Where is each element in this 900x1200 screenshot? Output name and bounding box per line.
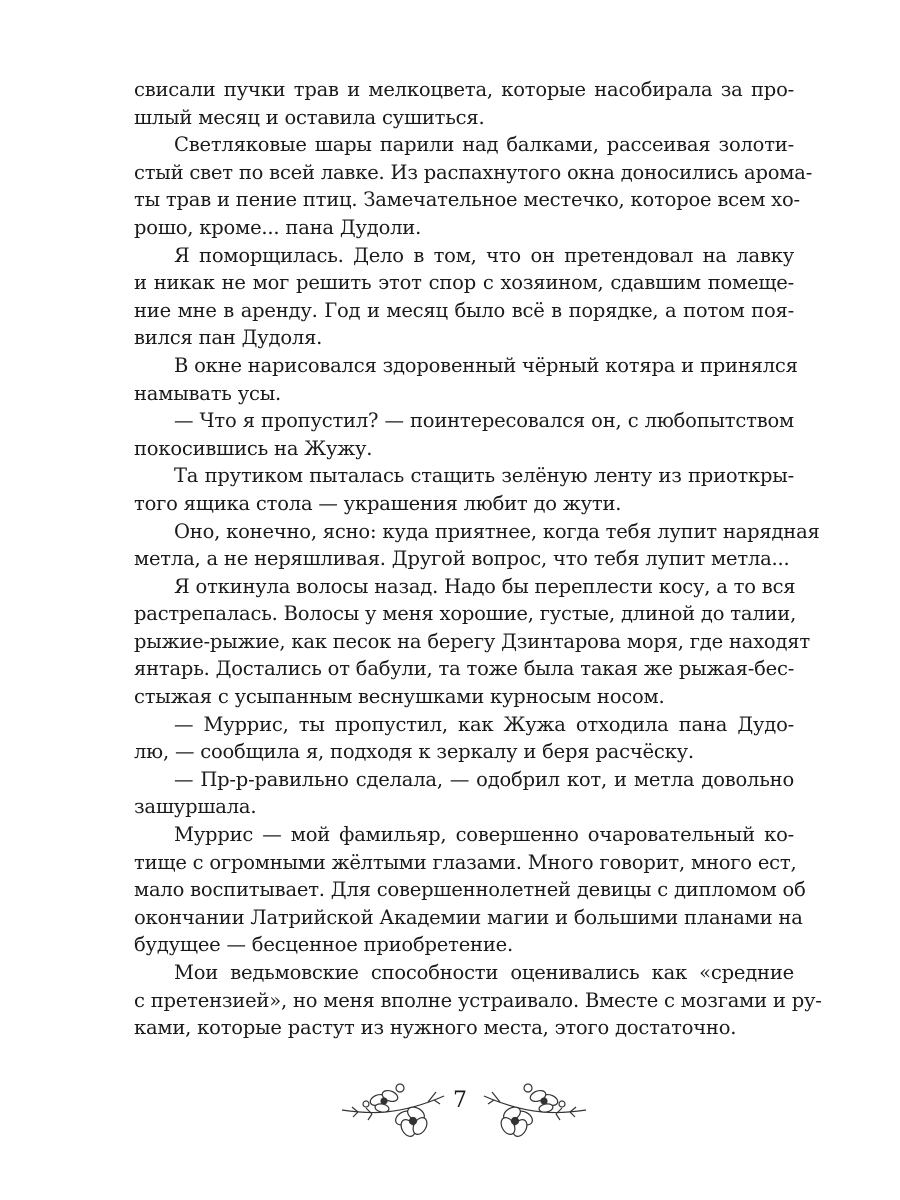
paragraph: [134, 131, 813, 241]
text-line: окончании Латрийской Академии магии и большими планами на: [134, 905, 803, 929]
text-line: и никак не мог решить этот спор с хозяином, сдавшим помеще-: [134, 271, 794, 295]
paragraph: [134, 352, 798, 407]
text-line: Я поморщилась. Дело в том, что он претендовал на лавку: [174, 243, 794, 267]
paragraph: [134, 242, 794, 352]
text-line: лю, — сообщила я, подходя к зеркалу и беря расчёску.: [134, 740, 694, 764]
text-line: растрепалась. Волосы у меня хорошие, густые, длиной до талии,: [134, 602, 797, 626]
paragraph: [134, 518, 820, 573]
page-number: 7: [453, 1088, 467, 1113]
paragraph: [134, 959, 822, 1042]
paragraph: [134, 711, 794, 766]
text-line: покосившись на Жужу.: [134, 436, 373, 460]
text-line: ты трав и пение птиц. Замечательное местечко, которое всем хо-: [134, 188, 800, 212]
text-line: с претензией», но меня вполне устраивало. Вместе с мозгами и ру-: [134, 988, 822, 1012]
text-line: метла, а не неряшливая. Другой вопрос, что тебя лупит метла...: [134, 547, 790, 571]
floral-branch-icon: [338, 1074, 448, 1142]
paragraph: [134, 76, 794, 131]
text-line: — Пр-р-равильно сделала, — одобрил кот, и метла довольно: [174, 767, 794, 791]
paragraph: [134, 462, 794, 517]
text-line: шлый месяц и оставила сушиться.: [134, 105, 485, 129]
text-line: того ящика стола — украшения любит до жути.: [134, 491, 622, 515]
text-line: ние мне в аренду. Год и месяц было всё в порядке, а потом поя-: [134, 298, 794, 322]
text-line: тище с огромными жёлтыми глазами. Много говорит, много ест,: [134, 850, 797, 874]
text-line: свисали пучки трав и мелкоцвета, которые насобирала за про-: [134, 78, 794, 101]
text-line: янтарь. Достались от бабули, та тоже была такая же рыжая-бес-: [134, 657, 795, 681]
text-line: В окне нарисовался здоровенный чёрный котяра и принялся: [174, 353, 798, 377]
text-line: Я откинула волосы назад. Надо бы переплести косу, а то вся: [174, 574, 796, 598]
text-line: рошо, кроме... пана Дудоли.: [134, 215, 422, 239]
floral-branch-icon: [480, 1074, 590, 1142]
paragraph: [134, 766, 794, 821]
text-line: Мои ведьмовские способности оценивались как «средние: [174, 961, 794, 984]
text-line: ками, которые растут из нужного места, этого достаточно.: [134, 1016, 737, 1040]
text-line: будущее — бесценное приобретение.: [134, 933, 513, 957]
text-line: зашуршала.: [134, 795, 257, 819]
text-line: Та прутиком пыталась стащить зелёную ленту из приоткры-: [174, 464, 794, 488]
text-line: — Муррис, ты пропустил, как Жужа отходила пана Дудо-: [174, 712, 794, 736]
text-line: рыжие-рыжие, как песок на берегу Дзинтарова моря, где находят: [134, 629, 810, 653]
paragraph: [134, 573, 810, 711]
body-text: [134, 76, 822, 1042]
paragraph: [134, 407, 794, 462]
page-footer: [0, 1074, 900, 1144]
text-line: стый свет по всей лавке. Из распахнутого окна доносились арома-: [134, 160, 813, 184]
text-line: Оно, конечно, ясно: куда приятнее, когда тебя лупит нарядная: [174, 519, 820, 543]
text-line: стыжая с усыпанным веснушками курносым носом.: [134, 685, 665, 709]
text-line: Муррис — мой фамильяр, совершенно очаровательный ко-: [174, 823, 794, 847]
text-line: вился пан Дудоля.: [134, 326, 323, 350]
paragraph: [134, 821, 806, 959]
text-line: намывать усы.: [134, 381, 282, 405]
text-line: мало воспитывает. Для совершеннолетней девицы с дипломом об: [134, 878, 806, 902]
text-line: — Что я пропустил? — поинтересовался он, с любопытством: [174, 409, 794, 433]
text-line: Светляковые шары парили над балками, рассеивая золоти-: [174, 133, 794, 157]
